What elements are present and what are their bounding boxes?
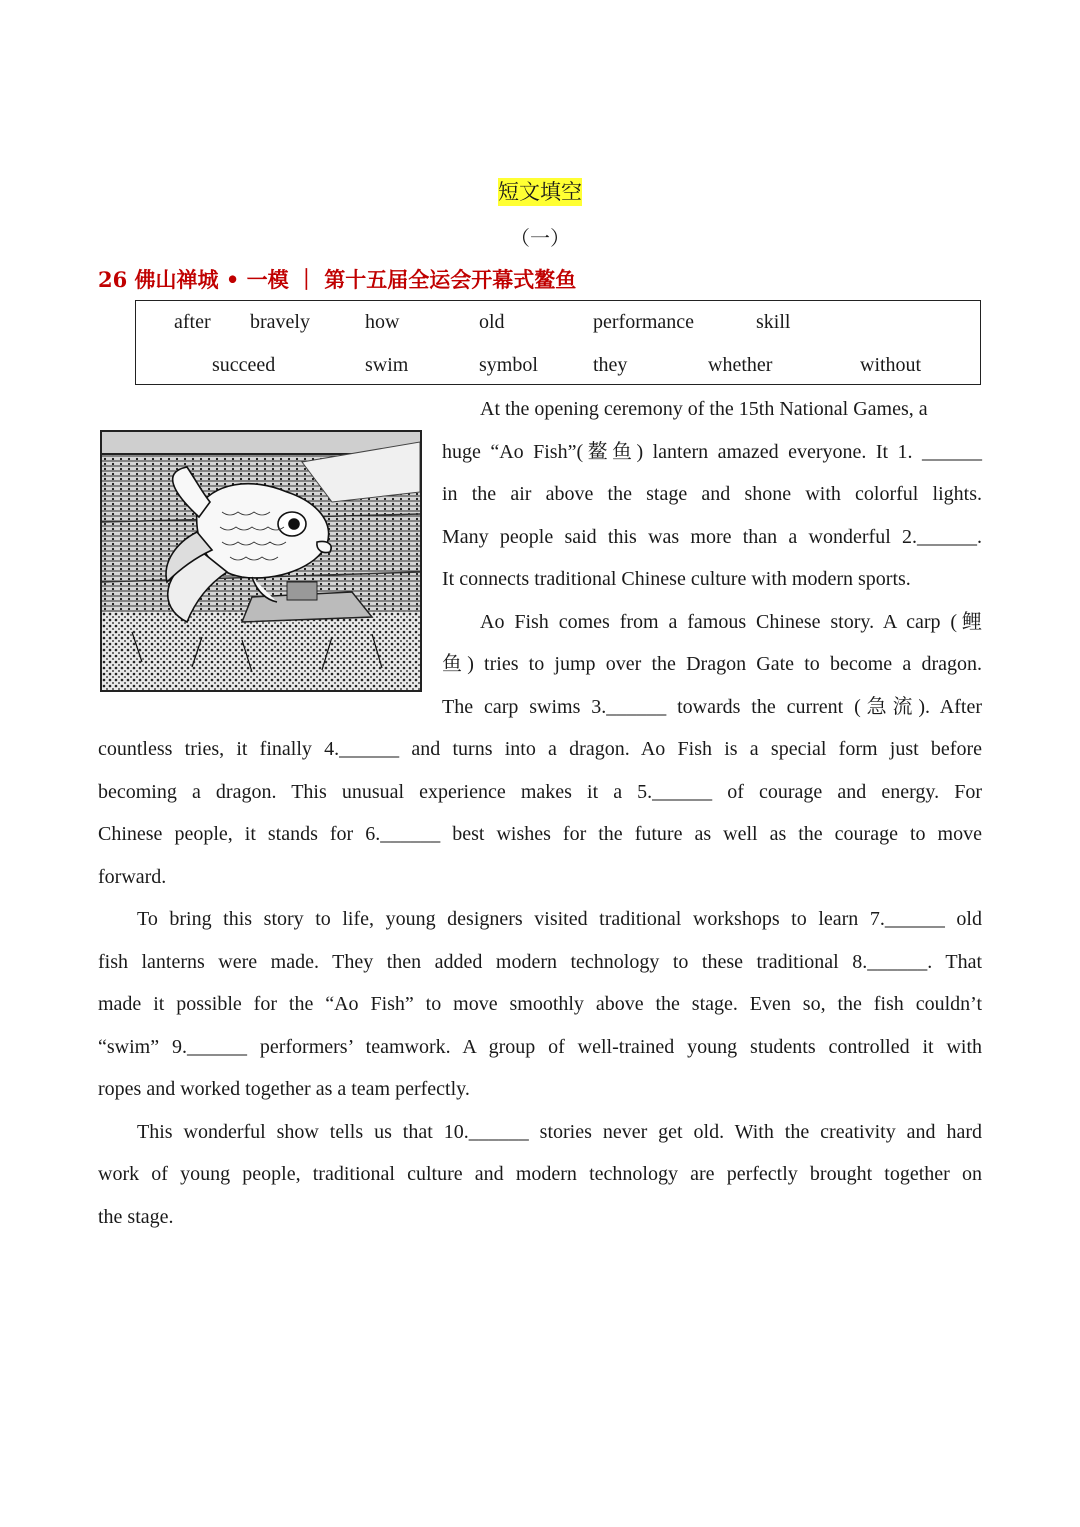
word-bank-item: skill [756,311,791,333]
passage-line: This wonderful show tells us that 10.______ stories never get old. With the creativity and hard [137,1121,982,1143]
word-bank-item: old [479,311,505,333]
ao-fish-lantern-drawing [102,432,420,690]
page-title-text: 短文填空 [498,180,582,204]
page-title [0,176,1080,206]
passage-line: in the air above the stage and shone with colorful lights. [442,483,982,505]
word-bank-item: performance [593,311,695,333]
word-bank-item: whether [708,354,773,376]
word-bank-box [135,300,981,385]
passage-line: countless tries, it finally 4.______ and turns into a dragon. Ao Fish is a special form just before [98,738,982,760]
passage-line: work of young people, traditional culture and modern technology are perfectly brought together on [98,1163,982,1185]
passage-line: made it possible for the “Ao Fish” to move smoothly above the stage. Even so, the fish couldn’t [98,993,982,1015]
word-bank-item: how [365,311,400,333]
word-bank-item: bravely [250,311,310,333]
word-bank-item: swim [365,354,409,376]
passage-line: At the opening ceremony of the 15th National Games, a [480,398,928,420]
passage-line: becoming a dragon. This unusual experience makes it a 5.______ of courage and energy. For [98,781,982,803]
word-bank-item: they [593,354,628,376]
word-bank-item: without [860,354,922,376]
passage-line: ropes and worked together as a team perfectly. [98,1078,470,1100]
passage-line: huge “Ao Fish”(鳌鱼) lantern amazed everyone. It 1. ______ [442,441,982,463]
passage-line: It connects traditional Chinese culture with modern sports. [442,568,911,590]
section-heading: 26 佛山禅城 • 一模 ｜ 第十五届全运会开幕式鳌鱼 [98,267,577,292]
passage-line: fish lanterns were made. They then added modern technology to these traditional 8.______. That [98,951,982,973]
passage-line: Many people said this was more than a wonderful 2.______. [442,526,982,548]
passage-line: forward. [98,866,167,888]
ao-fish-lantern-illustration [100,430,422,692]
word-bank-item: after [174,311,211,333]
passage-line: The carp swims 3.______ towards the current (急流). After [442,696,982,718]
word-bank-item: succeed [212,354,276,376]
passage-line: 鱼) tries to jump over the Dragon Gate to become a dragon. [442,653,982,675]
passage-line: Ao Fish comes from a famous Chinese story. A carp (鲤 [480,611,982,633]
passage-line: the stage. [98,1206,174,1228]
passage-line: Chinese people, it stands for 6.______ best wishes for the future as well as the courage to move [98,823,982,845]
passage-line: To bring this story to life, young designers visited traditional workshops to learn 7.______ old [137,908,982,930]
word-bank-item: symbol [479,354,538,376]
passage-line: “swim” 9.______ performers’ teamwork. A group of well-trained young students controlled it with [98,1036,982,1058]
page-subtitle: （一） [510,228,570,250]
